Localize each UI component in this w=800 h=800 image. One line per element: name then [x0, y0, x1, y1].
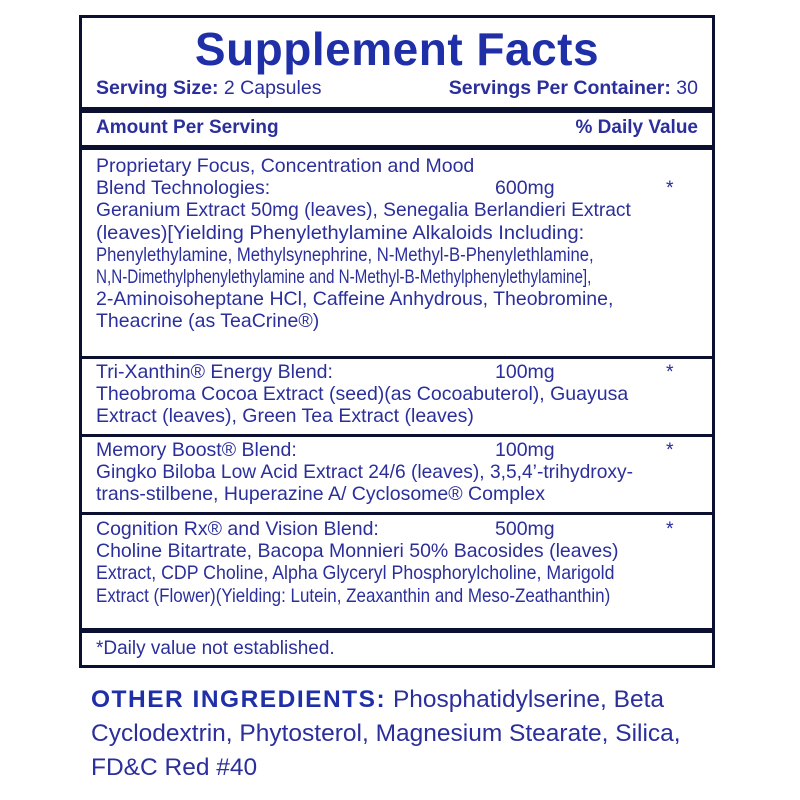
blend-row: [96, 439, 702, 506]
blend-amount: 600mg: [495, 177, 555, 200]
blend-row: [96, 155, 702, 333]
servings-per-container-label: Servings Per Container:: [448, 77, 671, 99]
servings-per-container: [449, 76, 698, 100]
blend-name: Blend Technologies:: [96, 177, 271, 200]
blend-daily-value: *: [666, 439, 674, 461]
blend-daily-value: *: [666, 361, 674, 383]
daily-value-heading: % Daily Value: [575, 117, 698, 138]
blend-amount: 500mg: [495, 518, 555, 540]
thick-divider: [82, 145, 712, 150]
serving-size-value: 2 Capsules: [223, 77, 322, 99]
ingredient-line: Theacrine (as TeaCrine®): [96, 310, 320, 333]
ingredient-line: Extract (leaves), Green Tea Extract (leaves): [96, 405, 474, 428]
blend-name: Memory Boost® Blend:: [96, 439, 297, 461]
ingredient-line: Gingko Biloba Low Acid Extract 24/6 (leaves), 3,5,4’-trihydroxy-: [96, 461, 633, 484]
ingredient-line: Theobroma Cocoa Extract (seed)(as Cocoabuterol), Guayusa: [96, 383, 629, 406]
other-ingredients-label: OTHER INGREDIENTS:: [91, 686, 387, 713]
divider: [82, 512, 712, 515]
blend-daily-value: *: [666, 177, 674, 200]
blend-name: Cognition Rx® and Vision Blend:: [96, 518, 379, 540]
divider: [82, 356, 712, 359]
blend-daily-value: *: [666, 518, 674, 540]
ingredient-line: Geranium Extract 50mg (leaves), Senegalia Berlandieri Extract: [96, 199, 631, 222]
blend-name: Tri-Xanthin® Energy Blend:: [96, 361, 333, 383]
ingredient-line: Phenylethylamine, Methylsynephrine, N-Methyl-B-Phenylethlamine,: [96, 243, 594, 266]
other-ingredients-text: Phosphatidylserine, Beta Cyclodextrin, Phytosterol, Magnesium Stearate, Silica, FD&C Red #40: [91, 686, 681, 781]
serving-size: [96, 76, 321, 100]
ingredient-line: N,N-Dimethylphenylethylamine and N-Methyl-B-Methylphenylethylamine],: [96, 265, 592, 288]
other-ingredients: [91, 683, 721, 785]
daily-value-footnote: *Daily value not established.: [96, 638, 335, 659]
servings-per-container-value: 30: [676, 77, 698, 99]
ingredient-line: Choline Bitartrate, Bacopa Monnieri 50% Bacosides (leaves): [96, 540, 619, 563]
ingredient-line: (leaves)[Yielding Phenylethylamine Alkaloids Including:: [96, 221, 585, 244]
column-header: [96, 116, 698, 140]
serving-size-label: Serving Size:: [96, 77, 219, 99]
panel-title: Supplement Facts: [194, 23, 600, 75]
thick-divider: [82, 107, 712, 113]
amount-per-serving-heading: Amount Per Serving: [96, 117, 279, 138]
blend-row: [96, 361, 702, 428]
blend-amount: 100mg: [495, 439, 555, 461]
divider: [82, 434, 712, 437]
blend-name: Proprietary Focus, Concentration and Mood: [96, 155, 475, 177]
ingredient-line: 2-Aminoisoheptane HCl, Caffeine Anhydrous, Theobromine,: [96, 288, 614, 311]
thick-divider: [82, 628, 712, 633]
blend-row: [96, 518, 702, 607]
ingredient-line: Extract (Flower)(Yielding: Lutein, Zeaxanthin and Meso-Zeathanthin): [96, 584, 611, 607]
ingredient-line: Extract, CDP Choline, Alpha Glyceryl Phosphorylcholine, Marigold: [96, 562, 615, 585]
blend-amount: 100mg: [495, 361, 555, 383]
supplement-facts-panel: [79, 15, 715, 668]
ingredient-line: trans-stilbene, Huperazine A/ Cyclosome® Complex: [96, 483, 545, 506]
